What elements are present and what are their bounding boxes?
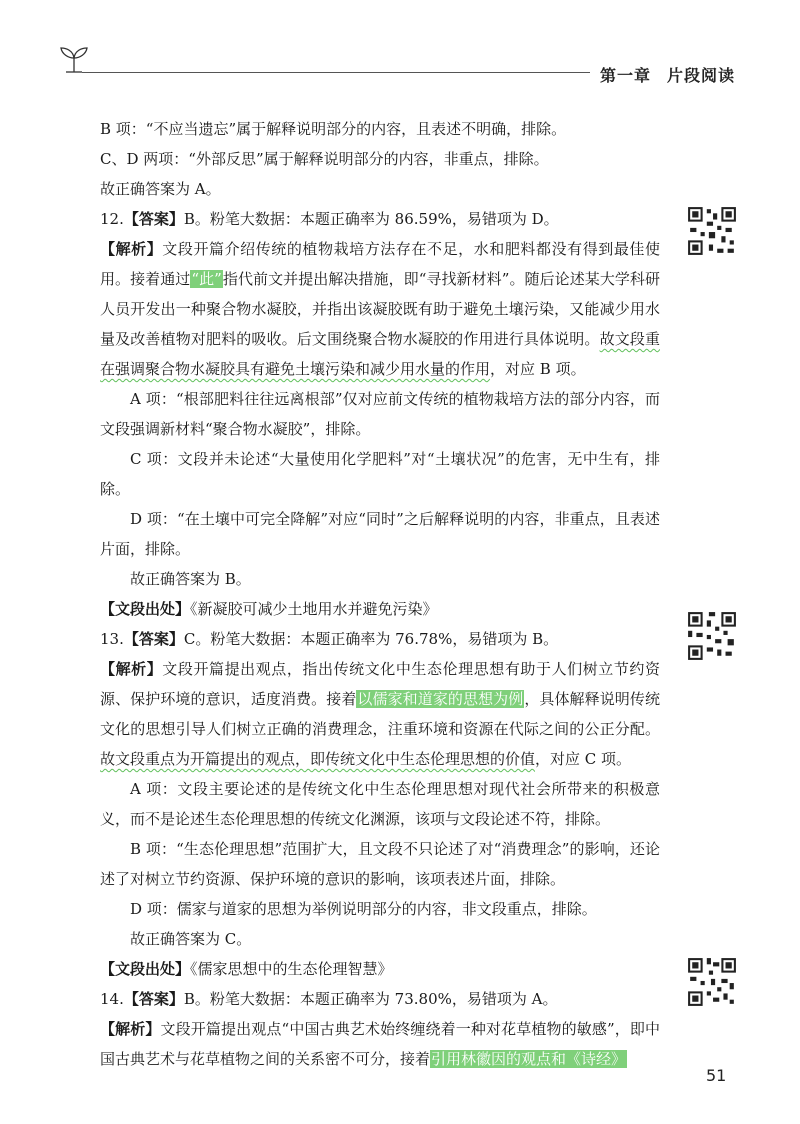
source-title: 《新凝胶可减少土地用水并避免污染》 xyxy=(190,600,438,618)
text: ，对应 C 项。 xyxy=(535,750,632,768)
option-a xyxy=(100,774,660,834)
header-rule xyxy=(82,72,590,73)
qr-code-icon[interactable] xyxy=(686,610,738,662)
source xyxy=(100,594,660,624)
text: 故正确答案为 A。 xyxy=(100,180,221,198)
text: C 项：文段并未论述“大量使用化学肥料”对“土壤状况”的危害，无中生有，排除。 xyxy=(100,450,660,498)
option-c xyxy=(100,444,660,504)
paragraph xyxy=(100,174,660,204)
answer-label: 【答案】 xyxy=(123,210,184,228)
highlight: 引用林徽因的观点和《诗经》 xyxy=(431,1050,627,1068)
question-number: 12. xyxy=(100,210,124,228)
text: B 项：“不应当遗忘”属于解释说明部分的内容，且表述不明确，排除。 xyxy=(100,120,567,138)
answer-text: C。粉笔大数据：本题正确率为 76.78%，易错项为 B。 xyxy=(183,630,559,648)
source xyxy=(100,954,660,984)
question-14-header xyxy=(100,984,660,1014)
text: 文段开篇提出观点，指出传统文化中生态伦理思想有助于人们树立节约资源、保护环境的意识，适度消费。接着 xyxy=(100,660,660,708)
text: 故正确答案为 C。 xyxy=(130,930,252,948)
analysis-label: 【解析】 xyxy=(100,240,163,258)
chapter-number: 第一章 xyxy=(600,66,652,85)
text: ，具体解释说明传统文化的思想引导人们树立正确的消费理念，注重环境和资源在代际之间的公正分配。 xyxy=(100,690,660,738)
answer-label: 【答案】 xyxy=(123,990,184,1008)
analysis-label: 【解析】 xyxy=(100,660,163,678)
sprout-icon xyxy=(58,46,90,74)
text: 故正确答案为 B。 xyxy=(130,570,251,588)
text: 文段开篇介绍传统的植物栽培方法存在不足，水和肥料都没有得到最佳使用。接着通过 xyxy=(100,240,660,288)
analysis-label: 【解析】 xyxy=(100,1020,161,1038)
option-a xyxy=(100,384,660,444)
text: ，对应 B 项。 xyxy=(490,360,586,378)
section-title: 片段阅读 xyxy=(667,66,736,85)
correct-answer xyxy=(100,564,660,594)
text: 指代前文并提出解决措施，即“寻找新材料”。随后论述某大学科研人员开发出一种聚合物水凝胶，并指出该凝胶既有助于避免土壤污染，又能减少用水量及改善植物对肥料的吸收。后文围绕聚合物水凝胶的作用进行具体说明。 xyxy=(100,270,660,348)
answer-text: B。粉笔大数据：本题正确率为 73.80%，易错项为 A。 xyxy=(183,990,558,1008)
question-13-header xyxy=(100,624,660,654)
option-b xyxy=(100,834,660,894)
source-label: 【文段出处】 xyxy=(100,600,191,618)
answer-text: B。粉笔大数据：本题正确率为 86.59%，易错项为 D。 xyxy=(183,210,559,228)
page-header xyxy=(0,0,800,100)
source-label: 【文段出处】 xyxy=(100,960,191,978)
option-d xyxy=(100,504,660,564)
option-d xyxy=(100,894,660,924)
question-12-analysis xyxy=(100,234,660,384)
text: C、D 两项：“外部反思”属于解释说明部分的内容，非重点，排除。 xyxy=(100,150,549,168)
text: B 项：“生态伦理思想”范围扩大，且文段不只论述了对“消费理念”的影响，还论述了对树立节约资源、保护环境的意识的影响，该项表述片面，排除。 xyxy=(100,840,660,888)
highlight: “此” xyxy=(191,270,222,288)
source-title: 《儒家思想中的生态伦理智慧》 xyxy=(190,960,393,978)
text: D 项：“在土壤中可完全降解”对应“同时”之后解释说明的内容，非重点，且表述片面，排除。 xyxy=(100,510,660,558)
question-13-analysis xyxy=(100,654,660,774)
question-number: 14. xyxy=(100,990,124,1008)
text: D 项：儒家与道家的思想为举例说明部分的内容，非文段重点，排除。 xyxy=(130,900,597,918)
text: A 项：“根部肥料往往远离根部”仅对应前文传统的植物栽培方法的部分内容，而文段强调新材料“聚合物水凝胶”，排除。 xyxy=(100,390,660,438)
wavy-underline: 故文段重在强调聚合物水凝胶具有避免土壤污染和减少用水量的作用 xyxy=(100,330,660,378)
qr-code-icon[interactable] xyxy=(686,205,738,257)
question-14-analysis xyxy=(100,1014,660,1074)
correct-answer xyxy=(100,924,660,954)
paragraph xyxy=(100,144,660,174)
qr-code-icon[interactable] xyxy=(686,956,738,1008)
question-12-header xyxy=(100,204,660,234)
answer-label: 【答案】 xyxy=(123,630,184,648)
page-number: 51 xyxy=(706,1066,727,1085)
highlight: 以儒家和道家的思想为例 xyxy=(357,690,524,708)
main-text xyxy=(100,114,660,1074)
chapter-title xyxy=(600,63,735,86)
question-number: 13. xyxy=(100,630,124,648)
paragraph xyxy=(100,114,660,144)
wavy-underline: 故文段重点为开篇提出的观点，即传统文化中生态伦理思想的价值 xyxy=(100,750,536,768)
text: A 项：文段主要论述的是传统文化中生态伦理思想对现代社会所带来的积极意义，而不是论述生态伦理思想的传统文化渊源，该项与文段论述不符，排除。 xyxy=(100,780,660,828)
text: 文段开篇提出观点“中国古典艺术始终缠绕着一种对花草植物的敏感”，即中国古典艺术与花草植物之间的关系密不可分，接着 xyxy=(100,1020,660,1068)
